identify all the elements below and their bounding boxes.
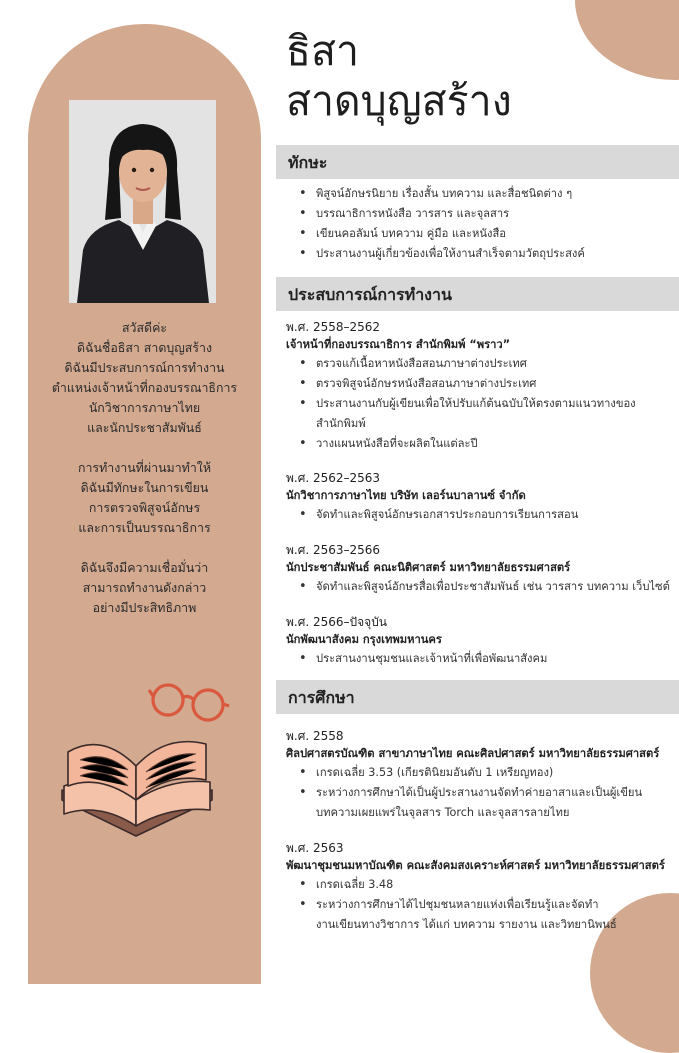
education-detail-text: ระหว่างการศึกษาได้ไปชุมชนหลายแห่งเพื่อเรียนรู้และจัดทำ [316, 898, 599, 911]
last-name: สาดบุญสร้าง [286, 77, 512, 125]
education-period: พ.ศ. 2558 [286, 729, 344, 743]
job-entry [286, 318, 666, 454]
job-entry [286, 541, 670, 597]
education-heading-bar [276, 680, 679, 714]
about-line: นักวิชาการภาษาไทย [88, 400, 201, 415]
about-paragraph-intro [28, 318, 261, 438]
education-entry [286, 839, 666, 935]
job-duty-text: ประสานงานกับผู้เขียนเพื่อให้ปรับแก้ต้นฉบับให้ตรงตามแนวทางของ [316, 397, 636, 410]
job-role: นักพัฒนาสังคม กรุงเทพมหานคร [286, 633, 442, 646]
job-period: พ.ศ. 2566–ปัจจุบัน [286, 615, 388, 629]
education-detail [286, 895, 666, 935]
skill-item: • บรรณาธิการหนังสือ วารสาร และจุลสาร [286, 204, 666, 224]
education-entry [286, 727, 666, 823]
education-detail-continuation: บทความเผยแพร่ในจุลสาร Torch และจุลสารลายไทย [316, 806, 570, 819]
corner-decoration-top [575, 0, 679, 80]
education-heading: การศึกษา [288, 688, 355, 707]
about-line: ดิฉันมีประสบการณ์การทำงาน [64, 360, 225, 375]
skill-item: • ประสานงานผู้เกี่ยวข้องเพื่อให้งานสำเร็จตามวัตถุประสงค์ [286, 244, 666, 264]
job-period: พ.ศ. 2558–2562 [286, 320, 381, 334]
about-line: และการเป็นบรรณาธิการ [78, 520, 211, 535]
job-duty: • ตรวจแก้เนื้อหาหนังสือสอนภาษาต่างประเทศ [286, 354, 666, 374]
education-detail: • เกรดเฉลี่ย 3.53 (เกียรตินิยมอันดับ 1 เหรียญทอง) [286, 763, 666, 783]
glasses-icon [148, 678, 230, 724]
about-line: ดิฉันชื่อธิสา สาดบุญสร้าง [76, 340, 213, 355]
job-duty: • จัดทำและพิสูจน์อักษรสื่อเพื่อประชาสัมพันธ์ เช่น วารสาร บทความ เว็บไซต์ [286, 577, 666, 597]
skills-heading-bar [276, 145, 679, 179]
job-entry [286, 613, 666, 669]
about-line: ดิฉันมีทักษะในการเขียน [80, 480, 209, 495]
skills-heading: ทักษะ [288, 153, 328, 172]
job-period: พ.ศ. 2562–2563 [286, 471, 381, 485]
job-role: นักวิชาการภาษาไทย บริษัท เลอร์นบาลานซ์ จำกัด [286, 489, 526, 502]
job-duty [286, 394, 666, 434]
person-name [286, 26, 512, 126]
skills-section [286, 184, 666, 264]
education-detail-text: ระหว่างการศึกษาได้เป็นผู้ประสานงานจัดทำค่ายอาสาและเป็นผู้เขียน [316, 786, 643, 799]
education-detail-continuation: งานเขียนทางวิชาการ ได้แก่ บทความ รายงาน และวิทยานิพนธ์ [316, 918, 617, 931]
first-name: ธิสา [286, 27, 360, 75]
education-detail [286, 783, 666, 823]
job-period: พ.ศ. 2563–2566 [286, 543, 381, 557]
about-line: ตำแหน่งเจ้าหน้าที่กองบรรณาธิการ [51, 380, 238, 395]
job-duty: • ตรวจพิสูจน์อักษรหนังสือสอนภาษาต่างประเทศ [286, 374, 666, 394]
job-role: นักประชาสัมพันธ์ คณะนิติศาสตร์ มหาวิทยาลัยธรรมศาสตร์ [286, 561, 571, 574]
education-detail: • เกรดเฉลี่ย 3.48 [286, 875, 666, 895]
job-duty: • ประสานงานชุมชนและเจ้าหน้าที่เพื่อพัฒนาสังคม [286, 649, 666, 669]
about-line: การทำงานที่ผ่านมาทำให้ [77, 460, 212, 475]
profile-photo [69, 100, 216, 303]
skill-item: • เขียนคอลัมน์ บทความ คู่มือ และหนังสือ [286, 224, 666, 244]
job-duty-continuation: สำนักพิมพ์ [316, 417, 366, 430]
about-me [28, 318, 261, 638]
education-period: พ.ศ. 2563 [286, 841, 344, 855]
about-line: อย่างมีประสิทธิภาพ [92, 600, 197, 615]
about-line: ดิฉันจึงมีความเชื่อมั่นว่า [80, 560, 209, 575]
about-paragraph-confidence [28, 558, 261, 618]
open-book-icon [58, 726, 216, 846]
about-line: การตรวจพิสูจน์อักษร [88, 500, 201, 515]
about-paragraph-skills [28, 458, 261, 538]
about-line: และนักประชาสัมพันธ์ [87, 420, 202, 435]
about-line: สวัสดีค่ะ [121, 320, 168, 335]
job-entry [286, 469, 666, 525]
about-line: สามารถทำงานดังกล่าว [82, 580, 207, 595]
experience-heading-bar [276, 277, 679, 311]
job-role: เจ้าหน้าที่กองบรรณาธิการ สำนักพิมพ์ “พราว” [286, 338, 511, 351]
skill-item: • พิสูจน์อักษรนิยาย เรื่องสั้น บทความ และสื่อชนิดต่าง ๆ [286, 184, 666, 204]
education-degree: พัฒนาชุมชนมหาบัณฑิต คณะสังคมสงเคราะห์ศาสตร์ มหาวิทยาลัยธรรมศาสตร์ [286, 859, 665, 872]
job-duty: • จัดทำและพิสูจน์อักษรเอกสารประกอบการเรียนการสอน [286, 505, 666, 525]
experience-heading: ประสบการณ์การทำงาน [288, 285, 452, 304]
education-degree: ศิลปศาสตรบัณฑิต สาขาภาษาไทย คณะศิลปศาสตร์ มหาวิทยาลัยธรรมศาสตร์ [286, 747, 660, 760]
job-duty: • วางแผนหนังสือที่จะผลิตในแต่ละปี [286, 434, 666, 454]
